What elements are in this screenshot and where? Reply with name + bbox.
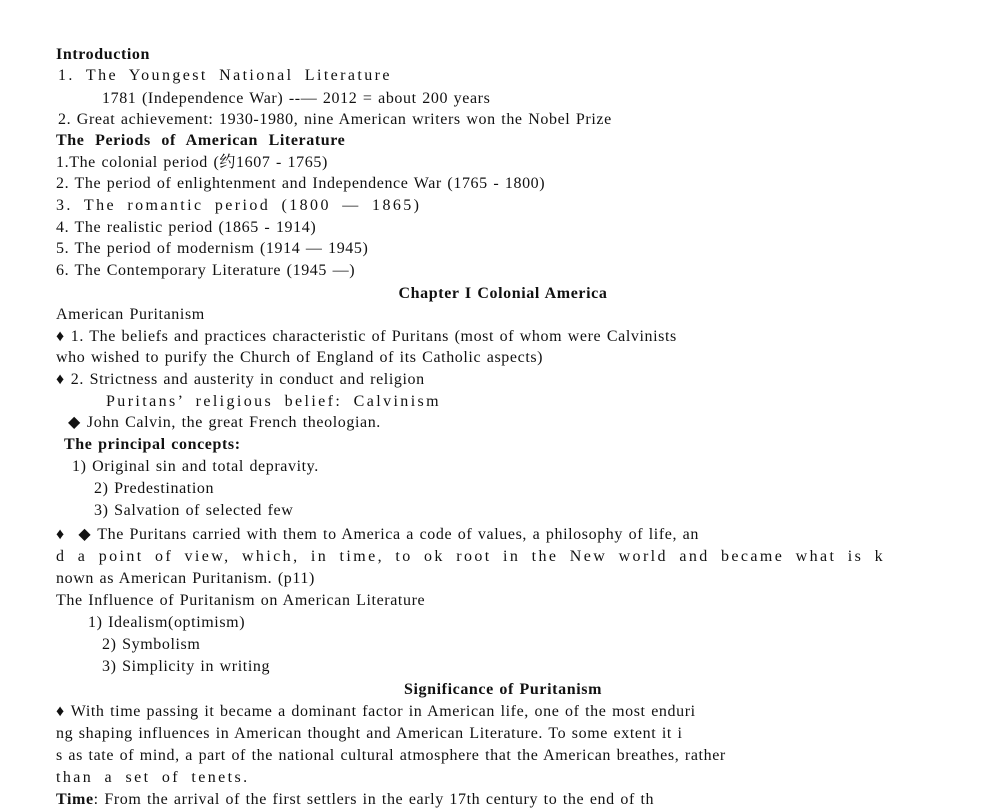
calvin-text: John Calvin, the great French theologian.	[86, 414, 381, 431]
intro-item-1: 1. The Youngest National Literature	[58, 67, 392, 84]
time-line	[56, 791, 654, 809]
influence-heading: The Influence of Puritanism on American Literature	[56, 592, 426, 609]
puritanism-heading: American Puritanism	[56, 306, 205, 323]
bullet-glyph: ♦	[56, 703, 65, 720]
period-6: 6. The Contemporary Literature (1945 —)	[56, 262, 356, 279]
influence-2: 2) Symbolism	[102, 636, 201, 653]
significance-line-2: ng shaping influences in American thought and American Literature. To some extent it i	[56, 725, 683, 742]
significance-line-4: than a set of tenets.	[56, 769, 250, 786]
belief-bullet-2	[56, 371, 425, 389]
values-text-1: The Puritans carried with them to America a code of values, a philosophy of life, an	[97, 526, 699, 543]
concept-3: 3) Salvation of selected few	[94, 502, 294, 519]
period-4: 4. The realistic period (1865 - 1914)	[56, 219, 317, 236]
bullet-glyph: ♦	[56, 371, 65, 388]
significance-line-3: s as tate of mind, a part of the national cultural atmosphere that the American breathes, rather	[56, 747, 726, 764]
time-label: Time	[56, 791, 94, 808]
intro-item-1-sub: 1781 (Independence War) --— 2012 = about 200 years	[102, 90, 491, 107]
chapter-title: Chapter I Colonial America	[398, 285, 608, 302]
time-text: : From the arrival of the first settlers in the early 17th century to the end of th	[93, 791, 655, 808]
diamond-bullet-icon: ◆	[68, 414, 81, 431]
period-5: 5. The period of modernism (1914 — 1945)	[56, 240, 369, 257]
calvin-line	[68, 414, 381, 432]
intro-item-2: 2. Great achievement: 1930-1980, nine American writers won the Nobel Prize	[58, 111, 612, 128]
bullet-glyph: ♦	[56, 328, 65, 345]
belief-1-line-1: 1. The beliefs and practices characteristic of Puritans (most of whom were Calvinists	[70, 328, 677, 345]
concept-1: 1) Original sin and total depravity.	[72, 458, 319, 475]
values-para-line-1	[56, 526, 699, 544]
periods-heading: The Periods of American Literature	[56, 132, 346, 149]
influence-1: 1) Idealism(optimism)	[88, 614, 246, 631]
belief-bullet-1	[56, 328, 946, 346]
introduction-heading: Introduction	[56, 46, 151, 63]
period-3: 3. The romantic period (1800 — 1865)	[56, 197, 422, 214]
influence-3: 3) Simplicity in writing	[102, 658, 271, 675]
period-2: 2. The period of enlightenment and Independence War (1765 - 1800)	[56, 175, 546, 192]
values-para-line-3: nown as American Puritanism. (p11)	[56, 570, 315, 587]
significance-heading: Significance of Puritanism	[403, 681, 603, 698]
calvinism-line: Puritans’ religious belief: Calvinism	[106, 393, 442, 410]
belief-1-line-2: who wished to purify the Church of England of its Catholic aspects)	[56, 349, 544, 366]
concepts-heading: The principal concepts:	[64, 436, 241, 453]
significance-text-1: With time passing it became a dominant factor in American life, one of the most enduri	[70, 703, 696, 720]
belief-2-line-1: 2. Strictness and austerity in conduct and religion	[70, 371, 425, 388]
concept-2: 2) Predestination	[94, 480, 215, 497]
diamond-bullet-icon: ◆	[78, 526, 92, 543]
bullet-glyph: ♦	[56, 526, 65, 543]
values-para-line-2: d a point of view, which, in time, to ok root in the New world and became what is k	[56, 548, 886, 565]
period-1: 1.The colonial period (约1607 - 1765)	[56, 154, 328, 171]
significance-line-1	[56, 703, 696, 721]
